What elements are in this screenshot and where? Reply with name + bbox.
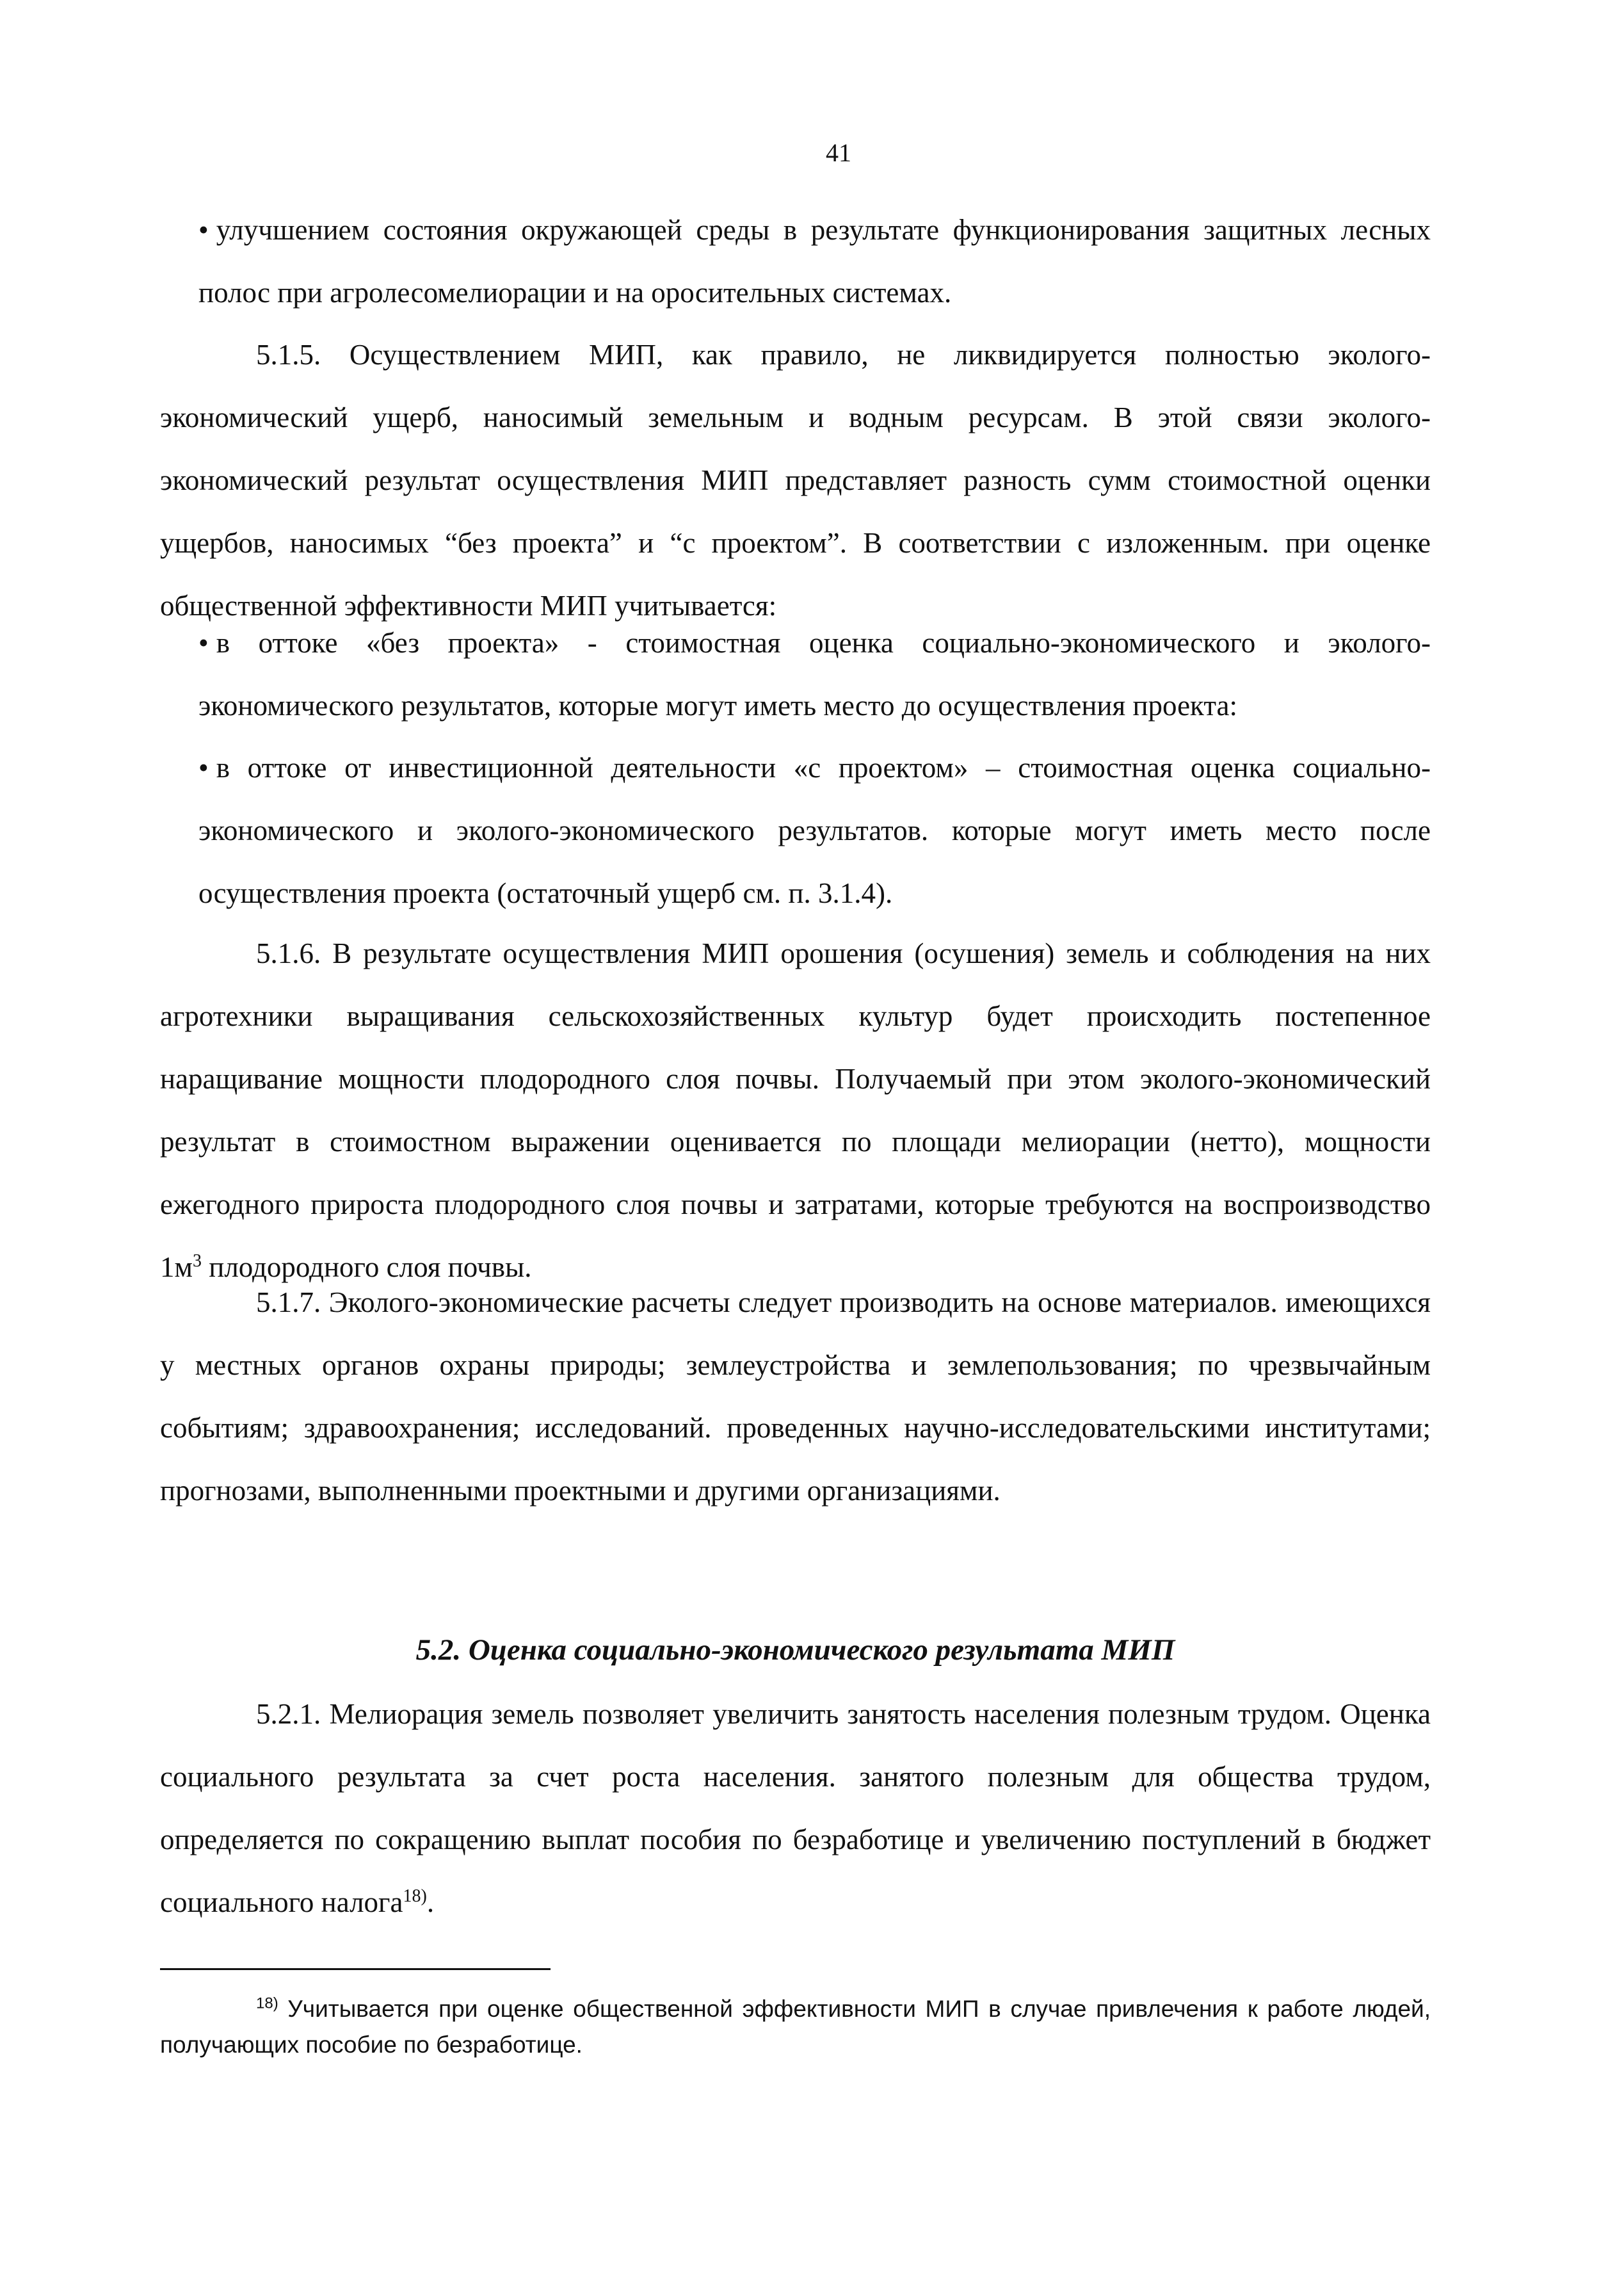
footnote-reference: 18) [403,1886,427,1906]
footnote-divider [160,1968,551,1970]
bullet-icon: • [198,214,209,246]
paragraph-5-1-6 [160,922,1431,1298]
paragraph-text: 5.1.6. В результате осуществления МИП орошения (осушения) земель и соблюдения на них агротехники выращивания сельскохозяйственных культур будет происходить постепенное наращивание мощности плодородного слоя почвы. Получаемый при этом эколого-экономический результат в стоимостном выражении оценивается по площади мелиорации (нетто), мощности ежегодного прироста плодородного слоя почвы и затратами, которые требуются на воспроизводство 1м [160,937,1431,1283]
section-heading: 5.2. Оценка социально-экономического результата МИП [415,1633,1175,1667]
page-number: 41 [826,138,851,167]
paragraph-text: . [426,1886,435,1918]
bullet-item-text: в оттоке от инвестиционной деятельности «с проектом» – стоимостная оценка социально-экономического и эколого-экономического результатов. которые могут иметь место после осуществления проекта (остаточный ущерб см. п. 3.1.4). [198,752,1431,909]
footnote-marker: 18) [256,1994,278,2012]
paragraph-5-2-1 [160,1683,1431,1934]
paragraph-text: 5.2.1. Мелиорация земель позволяет увеличить занятость населения полезным трудом. Оценка социального результата за счет роста населения. занятого полезным для общества трудом, определяется по сокращению выплат пособия по безработице и увеличению поступлений в бюджет социального налога [160,1698,1431,1918]
footnote-text: Учитывается при оценке общественной эффективности МИП в случае привлечения к работе людей, получающих пособие по безработице. [160,1996,1431,2058]
bullet-item-without-project [198,611,1431,737]
bullet-item-with-project [198,736,1431,925]
paragraph-5-1-5: 5.1.5. Осуществлением МИП, как правило, не ликвидируется полностью эколого-экономический ущерб, наносимый земельным и водным ресурсам. В этой связи эколого-экономический результат осуществления МИП представляет разность сумм стоимостной оценки ущербов, наносимых “без проекта” и “с проектом”. В соответствии с изложенным. при оценке общественной эффективности МИП учитывается: [160,339,1431,622]
footnote [160,1991,1431,2063]
bullet-icon: • [198,627,209,659]
paragraph-text: плодородного слоя почвы. [201,1251,532,1283]
superscript: 3 [192,1251,202,1271]
paragraph-5-1-7: 5.1.7. Эколого-экономические расчеты следует производить на основе материалов. имеющихся у местных органов охраны природы; землеустройства и землепользования; по чрезвычайным событиям; здравоохранения; исследований. проведенных научно-исследовательскими институтами; прогнозами, выполненными проектными и другими организациями. [160,1286,1431,1507]
bullet-item-environment [198,198,1431,324]
bullet-icon: • [198,752,209,784]
bullet-item-text: в оттоке «без проекта» - стоимостная оценка социально-экономического и эколого-экономического результатов, которые могут иметь место до осуществления проекта: [198,627,1431,722]
bullet-item-text: улучшением состояния окружающей среды в результате функционирования защитных лесных полос при агролесомелиорации и на оросительных системах. [198,214,1431,309]
